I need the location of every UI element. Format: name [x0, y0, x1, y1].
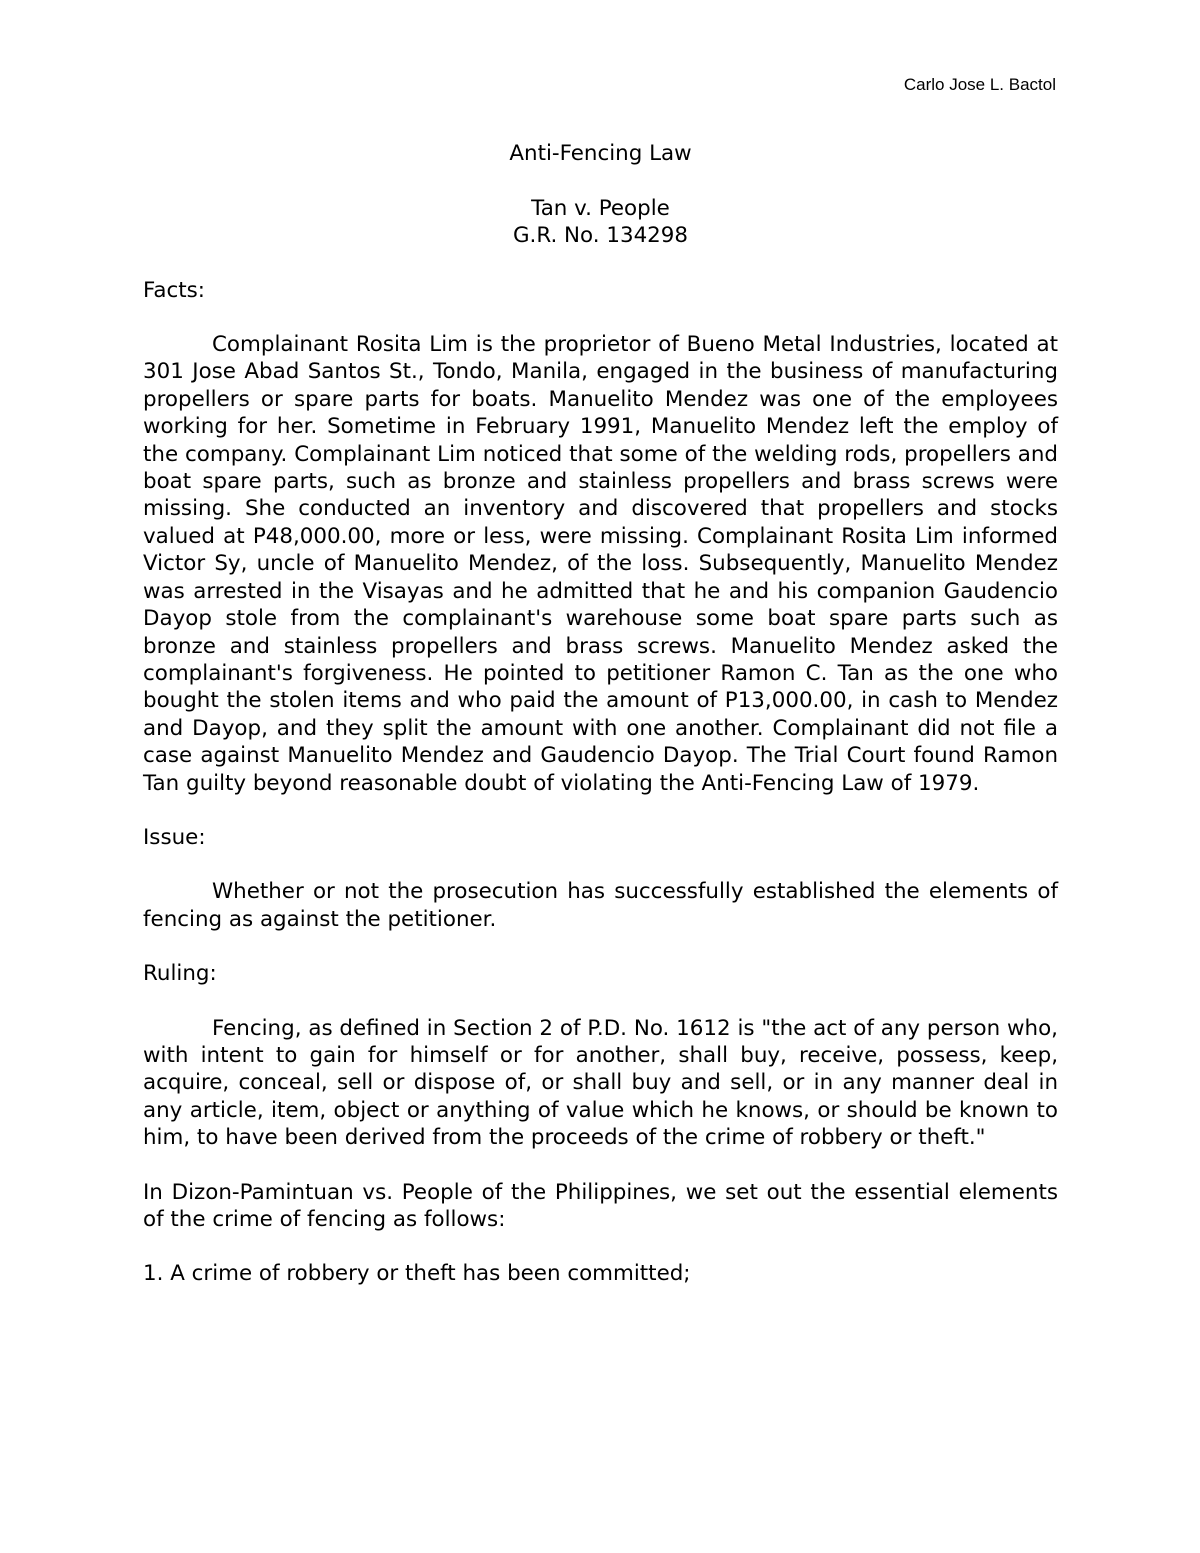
facts-paragraph: Complainant Rosita Lim is the proprietor of Bueno Metal Industries, located at 301 Jose Abad Santos St., Tondo, Manila, engaged in the business of manufacturing propellers or spare parts for boats. Manuelito Mendez was one of the employees working for her. Sometime in February 1991, Manuelito Mendez left the employ of the company. Complainant Lim noticed that some of the welding rods, propellers and boat spare parts, such as bronze and stainless propellers and brass screws were missing. She conducted an inventory and discovered that propellers and stocks valued at P48,000.00, more or less, were missing. Complainant Rosita Lim informed Victor Sy, uncle of Manuelito Mendez, of the loss. Subsequently, Manuelito Mendez was arrested in the Visayas and he admitted that he and his companion Gaudencio Dayop stole from the complainant's warehouse some boat spare parts such as bronze and stainless propellers and brass screws. Manuelito Mendez asked the complainant's forgiveness. He pointed to petitioner Ramon C. Tan as the one who bought the stolen items and who paid the amount of P13,000.00, in cash to Mendez and Dayop, and they split the amount with one another. Complainant did not file a case against Manuelito Mendez and Gaudencio Dayop. The Trial Court found Ramon Tan guilty beyond reasonable doubt of violating the Anti-Fencing Law of 1979.	[143, 332, 1058, 796]
case-name: Tan v. People	[531, 195, 670, 221]
author-name: Carlo Jose L. Bactol	[903, 75, 1056, 94]
ruling-heading: Ruling:	[143, 961, 217, 987]
case-number: G.R. No. 134298	[512, 223, 689, 249]
document-title: Anti-Fencing Law	[509, 141, 692, 166]
issue-paragraph: Whether or not the prosecution has successfully established the elements of fencing as against the petitioner.	[143, 879, 1058, 932]
document-body	[143, 140, 1058, 1288]
issue-heading: Issue:	[143, 824, 206, 850]
element-item-1: 1. A crime of robbery or theft has been committed;	[143, 1261, 691, 1287]
title-spacer	[143, 167, 1058, 194]
facts-heading: Facts:	[143, 277, 205, 303]
dizon-paragraph: In Dizon-Pamintuan vs. People of the Philippines, we set out the essential elements of the crime of fencing as follows:	[143, 1179, 1058, 1232]
ruling-paragraph: Fencing, as defined in Section 2 of P.D. No. 1612 is "the act of any person who, with intent to gain for himself or for another, shall buy, receive, possess, keep, acquire, conceal, sell or dispose of, or shall buy and sell, or in any manner deal in any article, item, object or anything of value which he knows, or should be known to him, to have been derived from the proceeds of the crime of robbery or theft."	[143, 1015, 1058, 1151]
